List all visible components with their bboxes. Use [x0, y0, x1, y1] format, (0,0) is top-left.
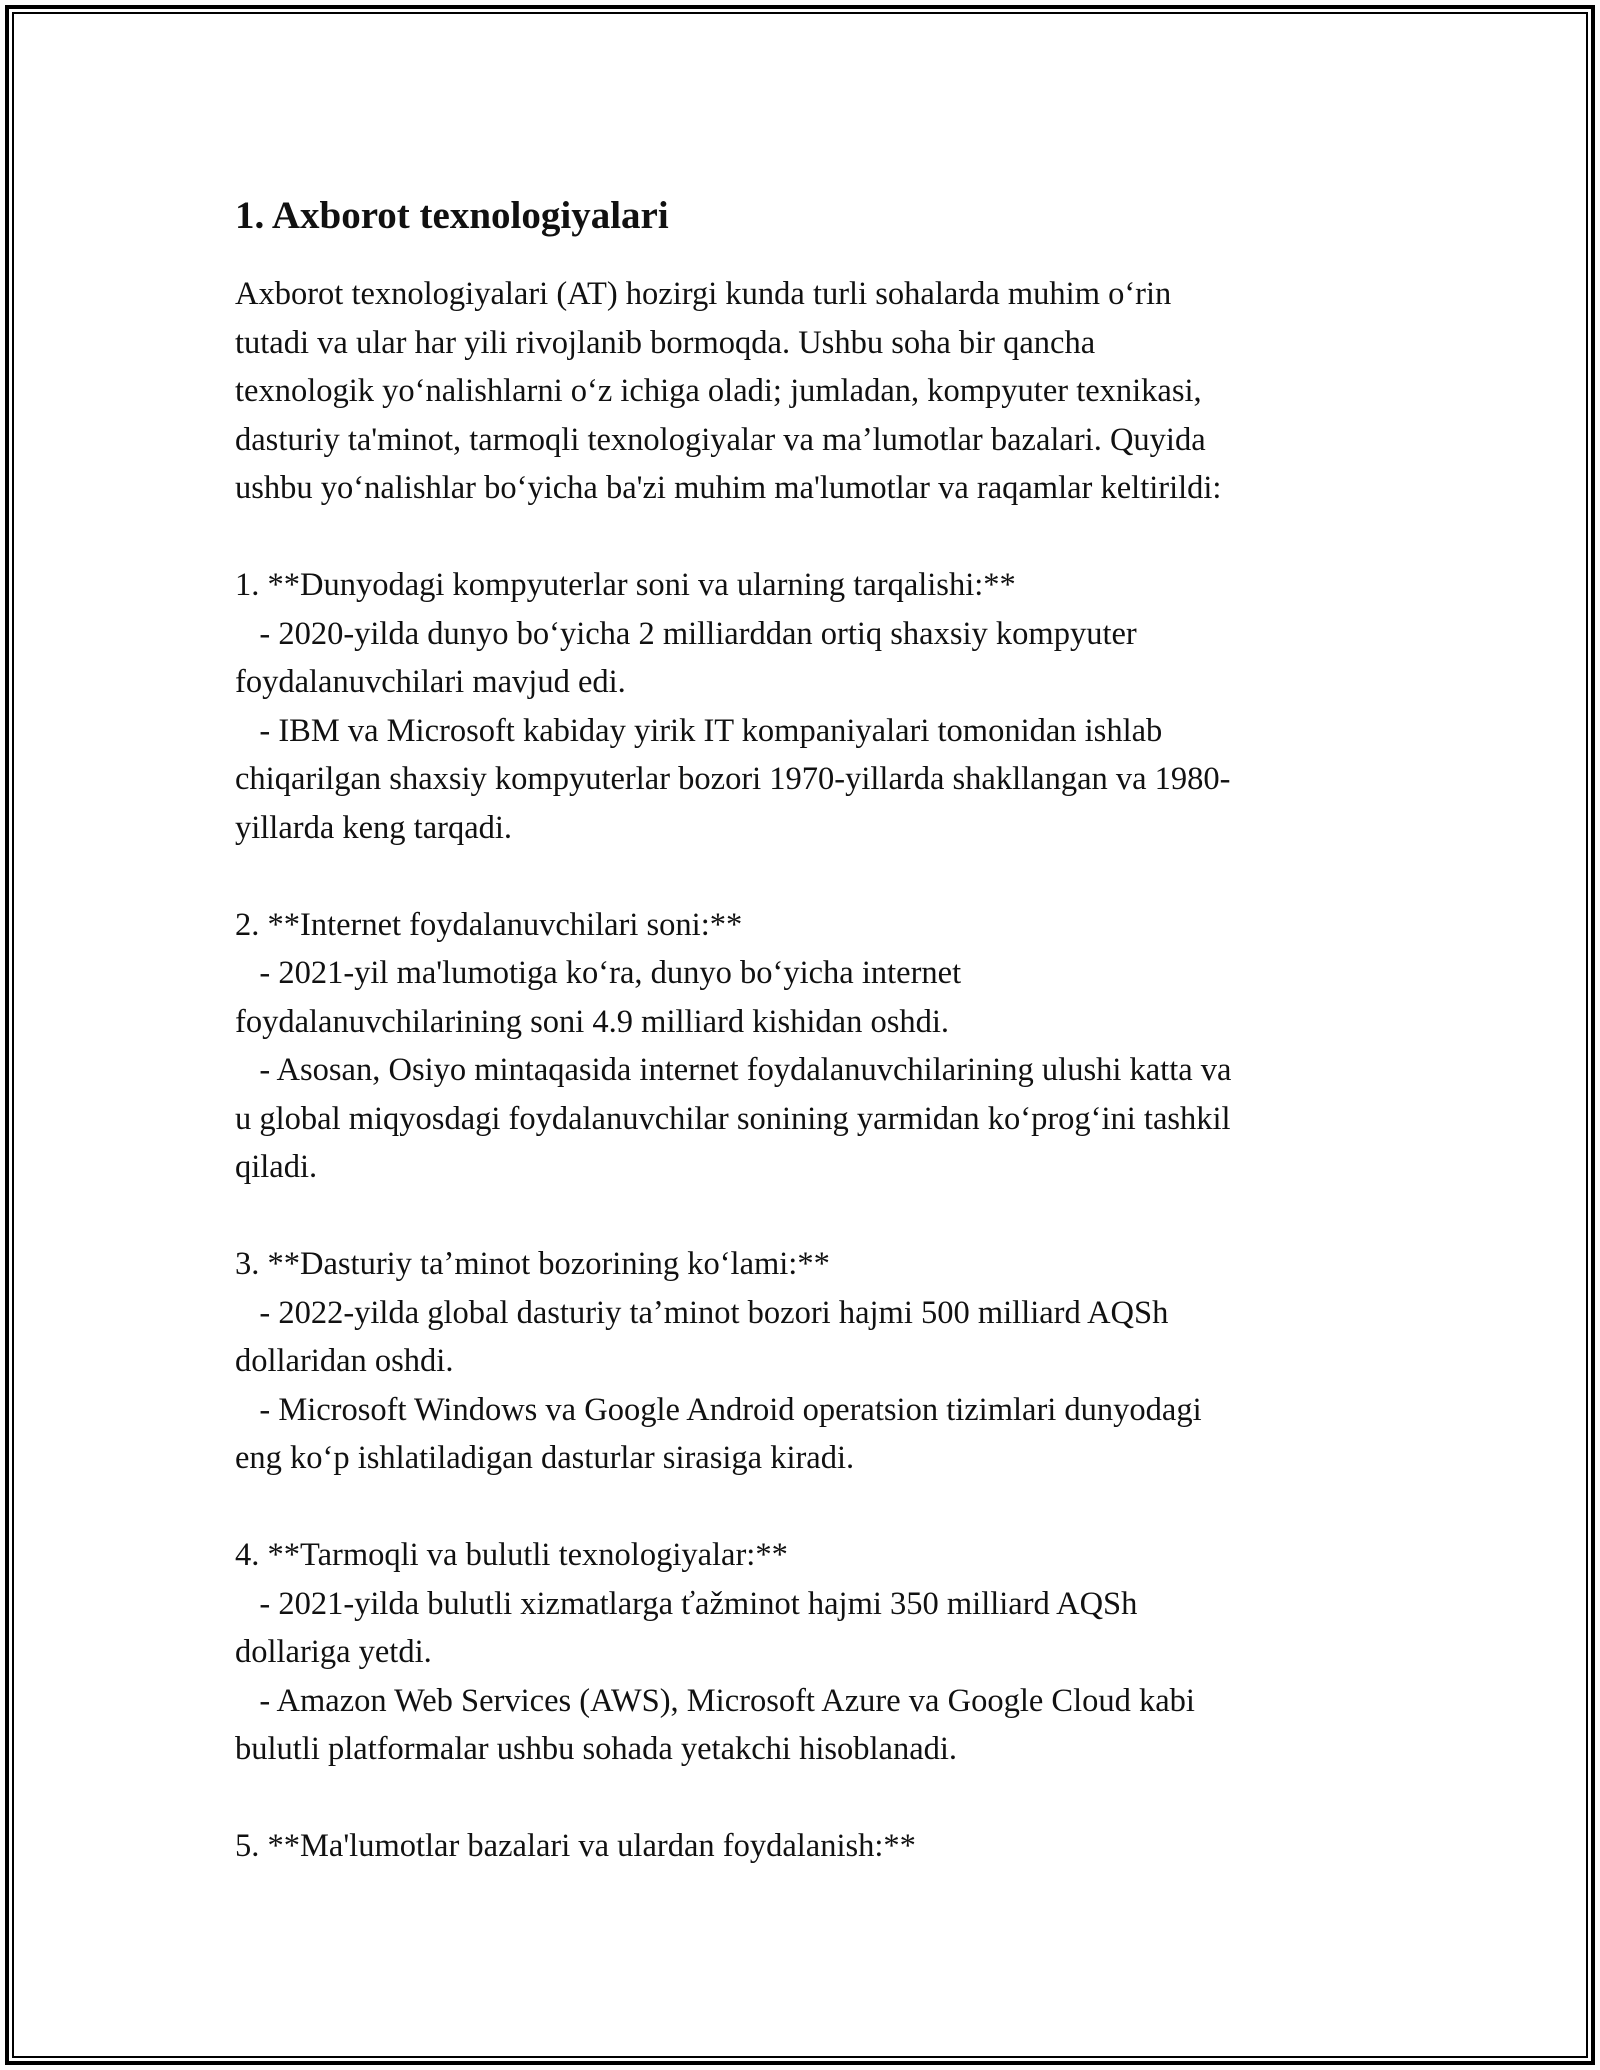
- document-body: Axborot texnologiyalari (AT) hozirgi kunda turli sohalarda muhim oʻrin tutadi va ular har yili rivojlanib bormoqda. Ushbu soha bir qancha texnologik yoʻnalishlarni oʻz ichiga oladi; jumladan, kompyuter texnikasi, dasturiy ta'minot, tarmoqli texnologiyalar va maʼlumotlar bazalari. Quyida ushbu yoʻnalishlar boʻyicha ba'zi muhim ma'lumotlar va raqamlar keltirildi: 1. **Dunyodagi kompyuterlar soni va ularning tarqalishi:** - 2020-yilda dunyo boʻyicha 2 milliarddan ortiq shaxsiy kompyuter foydalanuvchilari mavjud edi. - IBM va Microsoft kabiday yirik IT kompaniyalari tomonidan ishlab chiqarilgan shaxsiy kompyuterlar bozori 1970-yillarda shakllangan va 1980- yillarda keng tarqadi. 2. **Internet foydalanuvchilari soni:** - 2021-yil ma'lumotiga koʻra, dunyo boʻyicha internet foydalanuvchilarining soni 4.9 milliard kishidan oshdi. - Asosan, Osiyo mintaqasida internet foydalanuvchilarining ulushi katta va u global miqyosdagi foydalanuvchilar sonining yarmidan koʻprogʻini tashkil qiladi. 3. **Dasturiy taʼminot bozorining koʻlami:** - 2022-yilda global dasturiy taʼminot bozori hajmi 500 milliard AQSh dollaridan oshdi. - Microsoft Windows va Google Android operatsion tizimlari dunyodagi eng koʻp ishlatiladigan dasturlar sirasiga kiradi. 4. **Tarmoqli va bulutli texnologiyalar:** - 2021-yilda bulutli xizmatlarga ťažminot hajmi 350 milliard AQSh dollariga yetdi. - Amazon Web Services (AWS), Microsoft Azure va Google Cloud kabi bulutli platformalar ushbu sohada yetakchi hisoblanadi. 5. **Ma'lumotlar bazalari va ulardan foydalanish:**: [235, 276, 1232, 1864]
- document-content: [235, 190, 1375, 1871]
- document-title: 1. Axborot texnologiyalari: [235, 194, 669, 237]
